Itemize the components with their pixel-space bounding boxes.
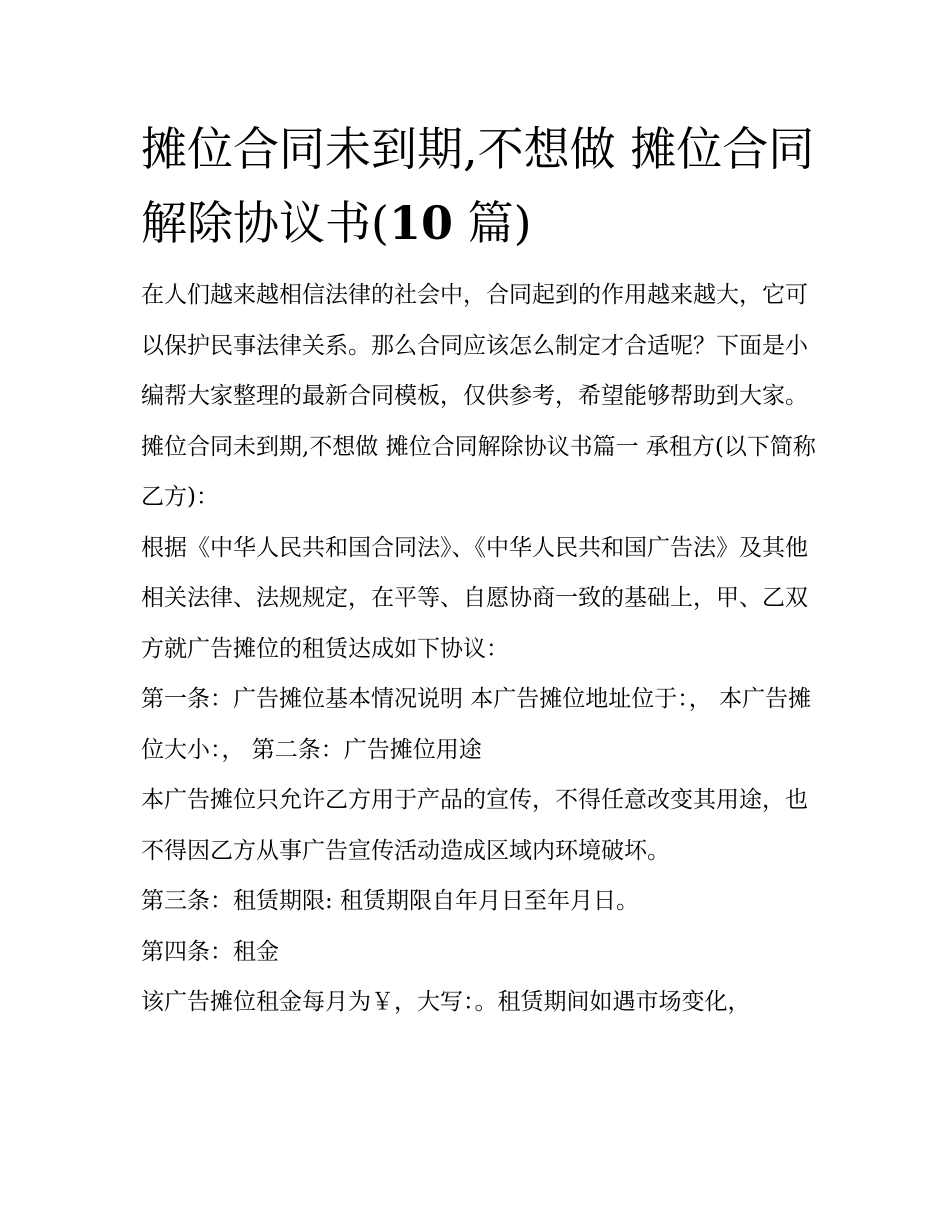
paragraph-article-4-body: 该广告摊位租金每月为￥，大写：。租赁期间如遇市场变化， xyxy=(141,989,751,1015)
paragraph-article-1: 第一条：广告摊位基本情况说明 本广告摊位地址位于：， 本广告摊位大小：， 第二条：广告摊位用途 xyxy=(141,686,812,763)
paragraph-legal-basis: 根据《中华人民共和国合同法》、《中华人民共和国广告法》及其他相关法律、法规规定，在平等、自愿协商一致的基础上，甲、乙双方就广告摊位的租赁达成如下协议： xyxy=(141,534,808,662)
document-title xyxy=(141,112,821,260)
title-text-main: 摊位合同未到期,不想做 摊位合同解除协议书( xyxy=(141,122,815,250)
title-text-suffix: 篇) xyxy=(452,196,532,250)
document-content xyxy=(141,112,821,1028)
paragraph-article-2-body: 本广告摊位只允许乙方用于产品的宣传，不得任意改变其用途，也不得因乙方从事广告宣传活动造成区域内环境破坏。 xyxy=(141,787,808,864)
paragraph-article-3: 第三条：租赁期限: 租赁期限自年月日至年月日。 xyxy=(141,888,640,914)
document-body xyxy=(141,270,821,1028)
paragraph-article-4: 第四条：租金 xyxy=(141,938,279,965)
paragraph-section-heading: 摊位合同未到期,不想做 摊位合同解除协议书篇一 承租方(以下简称乙方)： xyxy=(141,433,816,510)
title-text-number: 10 xyxy=(388,196,453,250)
paragraph-intro: 在人们越来越相信法律的社会中，合同起到的作用越来越大，它可以保护民事法律关系。那么合同应该怎么制定才合适呢？下面是小编帮大家整理的最新合同模板，仅供参考，希望能够帮助到大家。 xyxy=(141,282,808,409)
